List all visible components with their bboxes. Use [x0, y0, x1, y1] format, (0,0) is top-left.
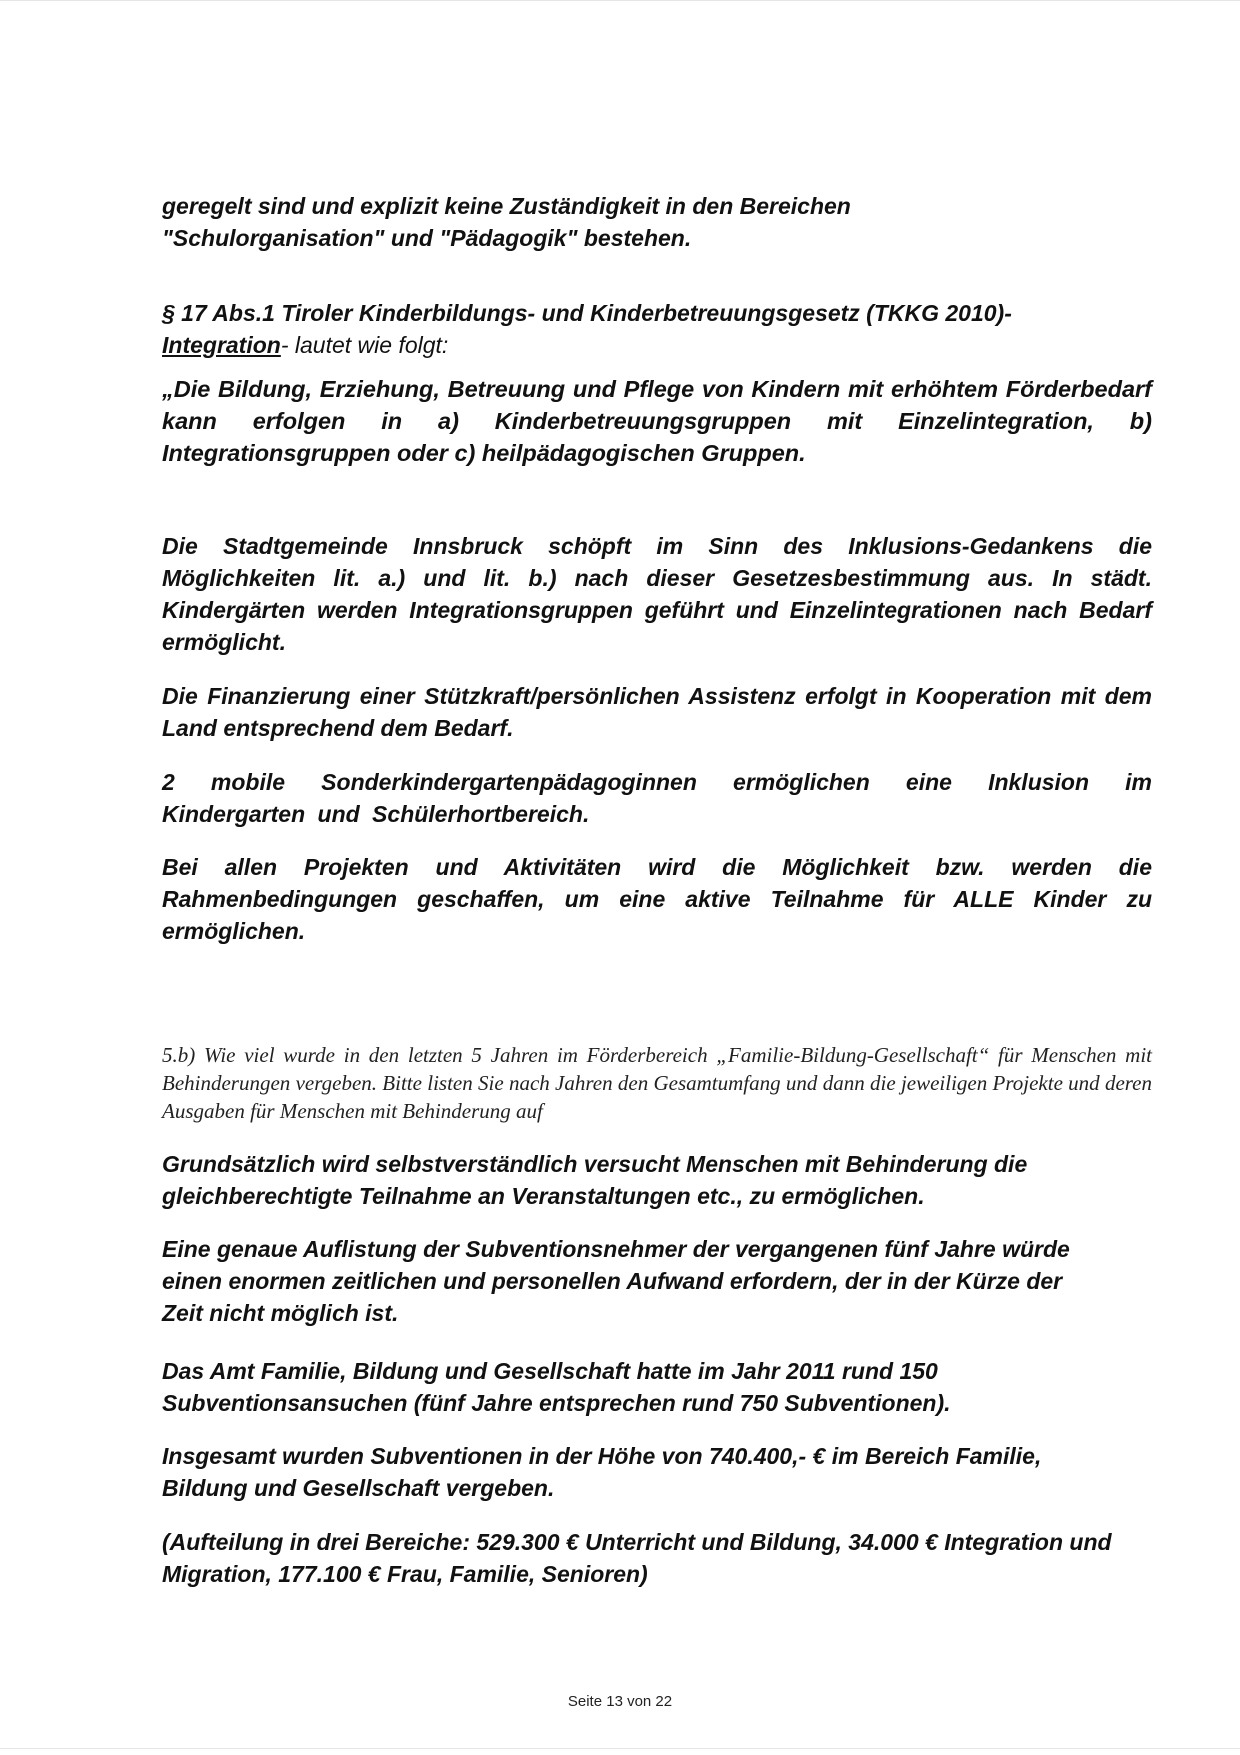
- paragraph-subventionen-gesamt: Insgesamt wurden Subventionen in der Höhe von 740.400,- € im Bereich Familie, Bildung und Gesellschaft vergeben.: [162, 1443, 1042, 1501]
- law-heading-rest: - lautet wie folgt:: [280, 332, 449, 358]
- paragraph-projekte: Bei allen Projekten und Aktivitäten wird die Möglichkeit bzw. werden die Rahmenbedingungen geschaffen, um eine aktive Teilnahme für ALLE Kinder zu ermöglichen.: [162, 854, 1152, 944]
- law-heading-line-1: § 17 Abs.1 Tiroler Kinderbildungs- und Kinderbetreuungsgesetz (TKKG 2010)-: [162, 300, 1012, 326]
- page-number: Seite 13 von 22: [567, 1693, 673, 1710]
- paragraph-aufteilung: (Aufteilung in drei Bereiche: 529.300 € Unterricht und Bildung, 34.000 € Integration und Migration, 177.100 € Frau, Familie, Senioren): [162, 1529, 1112, 1587]
- bottom-edge-line: [0, 1748, 1240, 1749]
- paragraph-grundsaetzlich: Grundsätzlich wird selbstverständlich versucht Menschen mit Behinderung die gleichberechtigte Teilnahme an Veranstaltungen etc., zu ermöglichen.: [162, 1151, 1028, 1209]
- question-5b: 5.b) Wie viel wurde in den letzten 5 Jahren im Förderbereich „Familie-Bildung-Gesellschaft“ für Menschen mit Behinderungen vergeben. Bitte listen Sie nach Jahren den Gesamtumfang und dann die jeweiligen Projekte und deren Ausgaben für Menschen mit Behinderung auf: [162, 1043, 1152, 1123]
- paragraph-finanzierung: Die Finanzierung einer Stützkraft/persönlichen Assistenz erfolgt in Kooperation mit dem Land entsprechend dem Bedarf.: [162, 683, 1152, 741]
- intro-line-2: "Schulorganisation" und "Pädagogik" bestehen.: [162, 225, 692, 251]
- top-edge-line: [0, 0, 1240, 1]
- intro-line-1: geregelt sind und explizit keine Zuständigkeit in den Bereichen: [162, 193, 851, 219]
- law-heading-line-2: [162, 329, 1152, 361]
- paragraph-amt-subventionsansuchen: Das Amt Familie, Bildung und Gesellschaft hatte im Jahr 2011 rund 150 Subventionsansuchen (fünf Jahre entsprechen rund 750 Subventionen).: [162, 1358, 951, 1416]
- paragraph-inklusion: Die Stadtgemeinde Innsbruck schöpft im Sinn des Inklusions-Gedankens die Möglichkeiten lit. a.) und lit. b.) nach dieser Gesetzesbestimmung aus. In städt. Kindergärten werden Integrationsgruppen geführt und Einzelintegrationen nach Bedarf ermöglicht.: [162, 533, 1152, 655]
- paragraph-auflistung: Eine genaue Auflistung der Subventionsnehmer der vergangenen fünf Jahre würde einen enormen zeitlichen und personellen Aufwand erfordern, der in der Kürze der Zeit nicht möglich ist.: [162, 1236, 1070, 1326]
- paragraph-mobile-paedagoginnen: 2 mobile Sonderkindergartenpädagoginnen ermöglichen eine Inklusion im Kindergarten und Schülerhortbereich.: [162, 769, 1152, 827]
- law-heading-underlined: Integration: [162, 332, 281, 358]
- law-quote: „Die Bildung, Erziehung, Betreuung und Pflege von Kindern mit erhöhtem Förderbedarf kann erfolgen in a) Kinderbetreuungsgruppen mit Einzelintegration, b) Integrationsgruppen oder c) heilpädagogischen Gruppen.: [162, 376, 1152, 466]
